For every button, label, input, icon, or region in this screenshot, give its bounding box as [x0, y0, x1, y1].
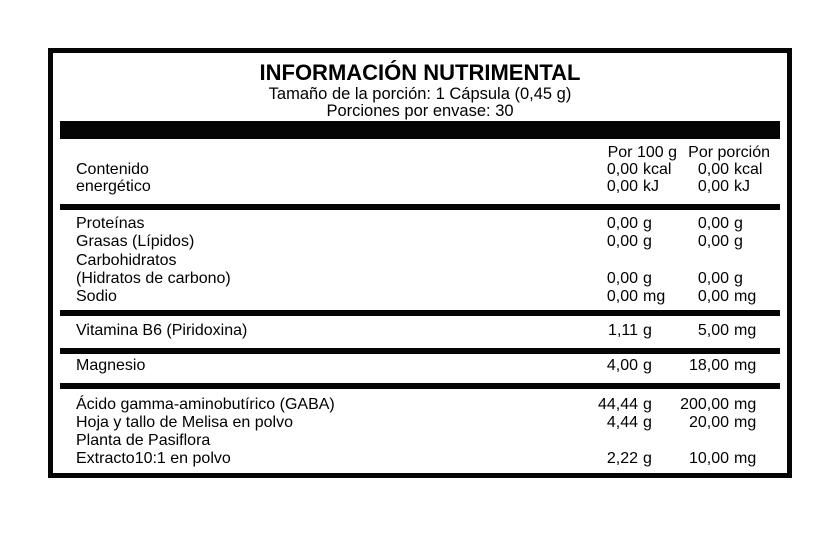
portion-unit: mg	[734, 450, 757, 468]
portion-value: 18,00	[688, 357, 729, 375]
nutrient-row	[53, 357, 787, 375]
col-header-per-portion: Por porción	[688, 144, 770, 161]
portion-value: 10,00	[688, 450, 729, 468]
per100-value: 0,00	[606, 215, 638, 232]
nutrient-row	[53, 270, 787, 288]
per100-unit: g	[643, 233, 652, 251]
nutrient-row	[53, 178, 787, 195]
portion-value: 20,00	[688, 413, 729, 431]
nutrient-label: (Hidratos de carbono)	[76, 269, 231, 287]
portion-value: 200,00	[680, 395, 729, 413]
per100-unit: g	[643, 450, 652, 468]
serving-size-text: Tamaño de la porción: 1 Cápsula (0,45 g)	[268, 85, 572, 103]
nutrient-label: Vitamina B6 (Piridoxina)	[76, 322, 248, 340]
per100-value: 2,22	[606, 450, 638, 468]
per100-value: 0,00	[606, 269, 638, 287]
portion-value: 0,00	[697, 288, 729, 306]
nutrient-row	[53, 450, 787, 468]
nutrient-label: energético	[76, 178, 151, 195]
per100-unit: mg	[643, 288, 666, 306]
portion-unit: mg	[734, 395, 757, 413]
header-separator-bar	[60, 121, 780, 139]
servings-per-container-text: Porciones por envase: 30	[326, 102, 514, 120]
portion-value: 0,00	[697, 269, 729, 287]
nutrient-row	[53, 233, 787, 251]
per100-unit: g	[643, 413, 652, 431]
per100-unit: g	[643, 269, 652, 287]
nutrition-facts-panel	[48, 48, 792, 478]
portion-unit: g	[734, 233, 743, 251]
per100-value: 0,00	[606, 288, 638, 306]
per100-value: 0,00	[606, 161, 638, 178]
nutrient-row	[53, 432, 787, 450]
nutrient-row	[53, 288, 787, 306]
per100-unit: kcal	[643, 161, 672, 178]
per100-value: 0,00	[606, 178, 638, 195]
per100-unit: g	[643, 357, 652, 375]
section-energy	[53, 161, 787, 195]
nutrient-row	[53, 215, 787, 233]
portion-value: 0,00	[697, 233, 729, 251]
section-botanicals	[53, 389, 787, 469]
nutrient-row	[53, 252, 787, 270]
section-magnesium	[53, 354, 787, 376]
per100-unit: g	[643, 215, 652, 232]
portion-value: 0,00	[697, 161, 729, 178]
column-header-spacer	[76, 144, 582, 161]
per100-value: 44,44	[597, 395, 638, 413]
portion-unit: kcal	[734, 161, 763, 178]
nutrient-row	[53, 414, 787, 432]
portion-unit: mg	[734, 413, 757, 431]
portion-value: 5,00	[697, 322, 729, 340]
nutrient-label: Planta de Pasiflora	[76, 432, 211, 450]
portion-value	[677, 252, 729, 270]
portion-unit	[729, 252, 775, 270]
portion-unit: mg	[734, 322, 757, 340]
portion-value: 0,00	[697, 215, 729, 232]
nutrient-label: Sodio	[76, 288, 117, 306]
per100-unit	[638, 252, 677, 270]
per100-value: 4,00	[606, 357, 638, 375]
per100-unit: g	[643, 395, 652, 413]
portion-value: 0,00	[697, 178, 729, 195]
portion-unit: g	[734, 269, 743, 287]
section-vitamin-b6	[53, 316, 787, 341]
per100-unit: g	[643, 322, 652, 340]
section-macronutrients	[53, 210, 787, 306]
nutrient-row	[53, 161, 787, 178]
nutrient-row	[53, 396, 787, 414]
column-headers-row	[53, 144, 787, 161]
per100-value	[582, 432, 638, 450]
nutrient-label: Proteínas	[76, 215, 145, 232]
portion-value	[677, 432, 729, 450]
per100-value: 4,44	[606, 413, 638, 431]
portion-unit: g	[734, 215, 743, 232]
nutrient-label: Ácido gamma-aminobutírico (GABA)	[76, 395, 335, 413]
per100-unit: kJ	[643, 178, 659, 195]
col-header-per-100g: Por 100 g	[607, 144, 677, 161]
nutrient-label: Extracto10:1 en polvo	[76, 450, 231, 468]
per100-value: 0,00	[606, 233, 638, 251]
per100-value	[582, 252, 638, 270]
portion-unit: mg	[734, 288, 757, 306]
nutrient-row	[53, 322, 787, 340]
per100-unit	[638, 432, 677, 450]
portion-unit: mg	[734, 357, 757, 375]
nutrient-label: Hoja y tallo de Melisa en polvo	[76, 413, 294, 431]
nutrient-label: Magnesio	[76, 357, 146, 375]
label-title: INFORMACIÓN NUTRIMENTAL	[259, 60, 581, 85]
nutrient-label: Grasas (Lípidos)	[76, 233, 195, 251]
portion-unit	[729, 432, 775, 450]
nutrient-label: Contenido	[76, 161, 149, 178]
per100-value: 1,11	[608, 322, 638, 340]
nutrient-label: Carbohidratos	[76, 251, 177, 269]
portion-unit: kJ	[734, 178, 750, 195]
